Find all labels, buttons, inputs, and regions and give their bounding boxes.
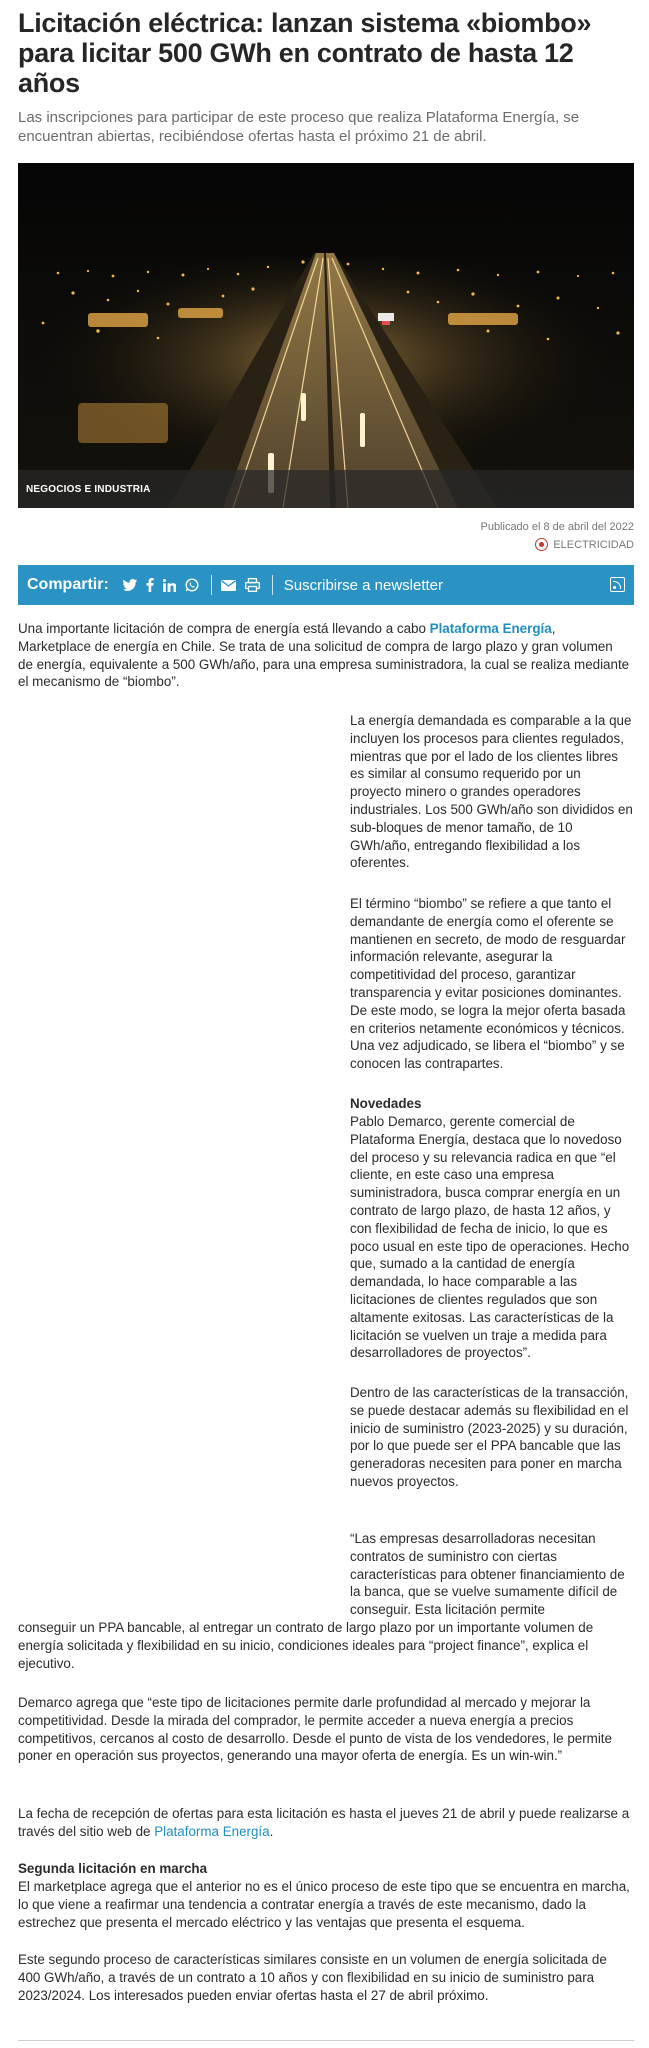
email-icon[interactable] xyxy=(221,577,236,593)
category-label: ELECTRICIDAD xyxy=(553,538,634,551)
twitter-icon[interactable] xyxy=(123,577,137,593)
hero-category-tag[interactable] xyxy=(18,470,634,508)
plataforma-energia-link[interactable]: Plataforma Energía xyxy=(429,621,552,636)
plataforma-energia-link[interactable]: Plataforma Energía xyxy=(154,1823,270,1839)
category-tag[interactable] xyxy=(535,538,634,551)
paragraph-text: . xyxy=(269,1823,274,1839)
footer-divider xyxy=(18,2040,634,2041)
newsletter-link[interactable]: Suscribirse a newsletter xyxy=(283,576,444,594)
paragraph-energia: La energía demandada es comparable a la que incluyen los procesos para clientes regulados, mientras que por el lado de los clientes libres es similar al consumo requerido por un proyecto minero o grandes operadores industriales. Los 500 GWh/año son divididos en sub-bloques de menor tamaño, de 10 GWh/año, entregando flexibilidad a los oferentes. xyxy=(350,713,633,871)
night-highway-photo xyxy=(18,163,634,508)
share-divider xyxy=(272,575,273,595)
heading-novedades: Novedades xyxy=(350,1096,422,1111)
paragraph-quote-wide: conseguir un PPA bancable, al entregar un contrato de largo plazo por un importante volumen de energía solicitada y flexibilidad en su inicio, condiciones ideales para “project finance”, explica el ejecutivo. xyxy=(18,1620,594,1671)
heading-segunda-licitacion: Segunda licitación en marcha xyxy=(18,1861,208,1876)
paragraph-segundo-proceso: Este segundo proceso de características similares consiste en un volumen de energía solicitada de 400 GWh/año, a través de un contrato a 10 años y con flexibilidad en su inicio de suministro para 2023/2024. Los interesados pueden enviar ofertas hasta el 27 de abril próximo. xyxy=(18,1952,607,2003)
whatsapp-icon[interactable] xyxy=(185,577,199,593)
facebook-icon[interactable] xyxy=(146,577,154,593)
share-label: Compartir: xyxy=(27,576,109,593)
paragraph-text: Una importante licitación de compra de energía está llevando a cabo xyxy=(18,621,430,636)
published-date: Publicado el 8 de abril del 2022 xyxy=(480,521,634,533)
paragraph-biombo: El término “biombo” se refiere a que tanto el demandante de energía como el oferente se mantienen en secreto, de modo de resguardar información relevante, asegurar la competitividad del proceso, garantizar transparencia y evitar posiciones dominantes. De este modo, se logra la mejor oferta basada en criterios netamente económicos y técnicos. Una vez adjudicado, se libera el “biombo” y se conocen las contrapartes. xyxy=(350,896,626,1072)
category-dot-icon xyxy=(535,538,548,551)
paragraph-text: , Marketplace de energía en Chile. Se trata de una solicitud de compra de largo plazo y gran volumen de energía, equivalente a 500 GWh/año, para una empresa suministradora, la cual se realiza mediante el mecanismo de “biombo”. xyxy=(18,621,630,690)
paragraph-demarco: Pablo Demarco, gerente comercial de Plataforma Energía, destaca que lo novedoso del proceso y su relevancia radica en que “el cliente, en este caso una empresa suministradora, busca comprar energía en un contrato de largo plazo, de hasta 12 años, y con flexibilidad de fecha de inicio, lo que es poco usual en este tipo de operaciones. Hecho que, sumado a la cantidad de energía demandada, lo hace comparable a las licitaciones de clientes regulados que son altamente exitosas. Las características de la licitación se vuelven un traje a medida para desarrolladores de proyectos”. xyxy=(350,1114,630,1361)
article-subtitle: Las inscripciones para participar de este proceso que realiza Plataforma Energía, se encuentran abiertas, recibiéndose ofertas hasta el próximo 21 de abril. xyxy=(18,109,580,145)
rss-icon[interactable] xyxy=(610,577,625,592)
print-icon[interactable] xyxy=(245,577,260,593)
hero-category-label: NEGOCIOS E INDUSTRIA xyxy=(26,484,151,495)
article-title: Licitación eléctrica: lanzan sistema «biombo» para licitar 500 GWh en contrato de hasta 12 años xyxy=(18,8,592,98)
paragraph-text: La fecha de recepción de ofertas para esta licitación es hasta el jueves 21 de abril y puede realizarse a través del sitio web de xyxy=(18,1806,630,1839)
hero-image[interactable] xyxy=(18,163,634,508)
paragraph-marketplace: El marketplace agrega que el anterior no es el único proceso de este tipo que se encuentra en marcha, lo que viene a reafirmar una tendencia a contratar energía a través de este mecanismo, dado la estrechez que presenta el mercado eléctrico y las ventajas que presenta el esquema. xyxy=(18,1879,630,1930)
share-divider xyxy=(211,575,212,595)
share-bar xyxy=(18,565,634,605)
paragraph-intro xyxy=(18,620,630,691)
linkedin-icon[interactable] xyxy=(163,577,176,593)
paragraph-win-win: Demarco agrega que “este tipo de licitaciones permite darle profundidad al mercado y mejorar la competitividad. Desde la mirada del comprador, le permite acceder a nueva energía a precios competitivos, cercanos al costo de desarrollo. Desde el punto de vista de los vendedores, le permite poner en operación sus proyectos, generando una mayor oferta de energía. Es un win-win.” xyxy=(18,1695,612,1764)
paragraph-fecha xyxy=(18,1805,630,1841)
paragraph-quote-narrow: “Las empresas desarrolladoras necesitan contratos de suministro con ciertas características para obtener financiamiento de la banca, que se vuelve sumamente difícil de conseguir. Esta licitación permite xyxy=(350,1531,625,1618)
paragraph-caracteristicas: Dentro de las características de la transacción, se puede destacar además su flexibilidad en el inicio de suministro (2023-2025) y su duración, por lo que puede ser el PPA bancable que las generadoras necesiten para poner en marcha nuevos proyectos. xyxy=(350,1385,629,1489)
